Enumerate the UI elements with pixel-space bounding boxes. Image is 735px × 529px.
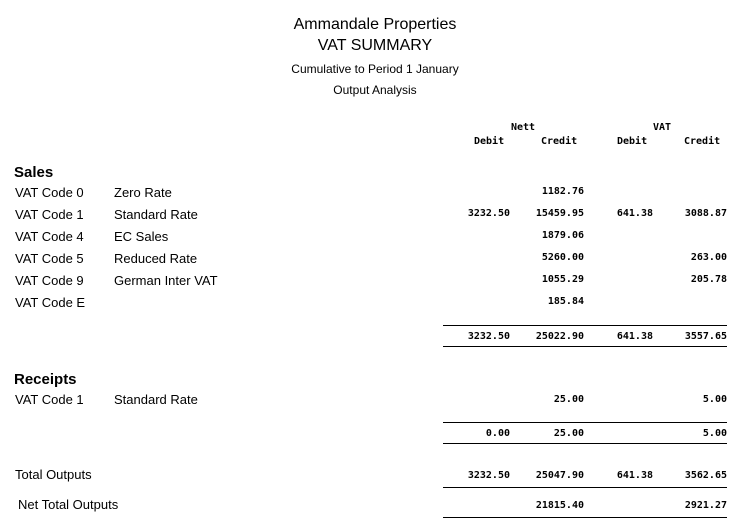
- receipts-heading: Receipts: [14, 371, 77, 388]
- nett-header: Nett: [511, 122, 536, 133]
- report-title: VAT SUMMARY: [317, 37, 433, 54]
- total-outputs-label: Total Outputs: [15, 467, 92, 482]
- vat-credit-value: 205.78: [690, 274, 727, 285]
- vat-description: German Inter VAT: [114, 273, 218, 288]
- nett-debit-total: 0.00: [485, 428, 510, 439]
- nett-debit-total: 3232.50: [467, 470, 510, 481]
- vat-code: VAT Code 0: [15, 185, 84, 200]
- nett-credit-value: 25.00: [553, 394, 584, 405]
- nett-credit-header: Credit: [541, 136, 578, 147]
- nett-debit-total: 3232.50: [467, 331, 510, 342]
- nett-credit-value: 5260.00: [541, 252, 584, 263]
- vat-debit-header: Debit: [617, 136, 648, 147]
- nett-credit-total: 25047.90: [535, 470, 584, 481]
- company-name: Ammandale Properties: [293, 16, 457, 33]
- vat-code: VAT Code 4: [15, 229, 84, 244]
- vat-credit-value: 5.00: [702, 394, 727, 405]
- vat-credit-total: 3562.65: [684, 470, 727, 481]
- vat-credit-header: Credit: [684, 136, 721, 147]
- vat-credit-value: 3088.87: [684, 208, 727, 219]
- vat-debit-value: 641.38: [616, 208, 653, 219]
- vat-description: Standard Rate: [114, 392, 198, 407]
- vat-description: Reduced Rate: [114, 251, 198, 266]
- vat-description: Standard Rate: [114, 207, 198, 222]
- nett-credit-value: 1879.06: [541, 230, 584, 241]
- vat-code: VAT Code E: [15, 295, 86, 310]
- vat-code: VAT Code 1: [15, 392, 84, 407]
- report-analysis: Output Analysis: [333, 83, 417, 97]
- nett-credit-value: 15459.95: [535, 208, 584, 219]
- total-rule: [443, 346, 727, 347]
- vat-credit-total: 2921.27: [684, 500, 727, 511]
- vat-code: VAT Code 1: [15, 207, 84, 222]
- vat-credit-value: 263.00: [690, 252, 727, 263]
- sales-heading: Sales: [14, 164, 54, 181]
- vat-debit-total: 641.38: [616, 331, 653, 342]
- vat-description: Zero Rate: [114, 185, 172, 200]
- vat-code: VAT Code 5: [15, 251, 84, 266]
- net-total-outputs-label: Net Total Outputs: [18, 497, 119, 512]
- total-rule: [443, 443, 727, 444]
- total-rule: [443, 487, 727, 488]
- nett-credit-total: 25.00: [553, 428, 584, 439]
- vat-code: VAT Code 9: [15, 273, 84, 288]
- nett-debit-header: Debit: [474, 136, 505, 147]
- grand-total-rule: [443, 517, 727, 518]
- subtotal-rule: [443, 325, 727, 326]
- vat-debit-total: 641.38: [616, 470, 653, 481]
- nett-credit-value: 1055.29: [541, 274, 584, 285]
- subtotal-rule: [443, 422, 727, 423]
- vat-description: EC Sales: [114, 229, 169, 244]
- nett-credit-total: 21815.40: [535, 500, 584, 511]
- nett-credit-value: 185.84: [547, 296, 584, 307]
- vat-credit-total: 3557.65: [684, 331, 727, 342]
- report-period: Cumulative to Period 1 January: [291, 62, 459, 76]
- nett-credit-value: 1182.76: [541, 186, 584, 197]
- nett-debit-value: 3232.50: [467, 208, 510, 219]
- nett-credit-total: 25022.90: [535, 331, 584, 342]
- vat-header: VAT: [653, 122, 672, 133]
- vat-credit-total: 5.00: [702, 428, 727, 439]
